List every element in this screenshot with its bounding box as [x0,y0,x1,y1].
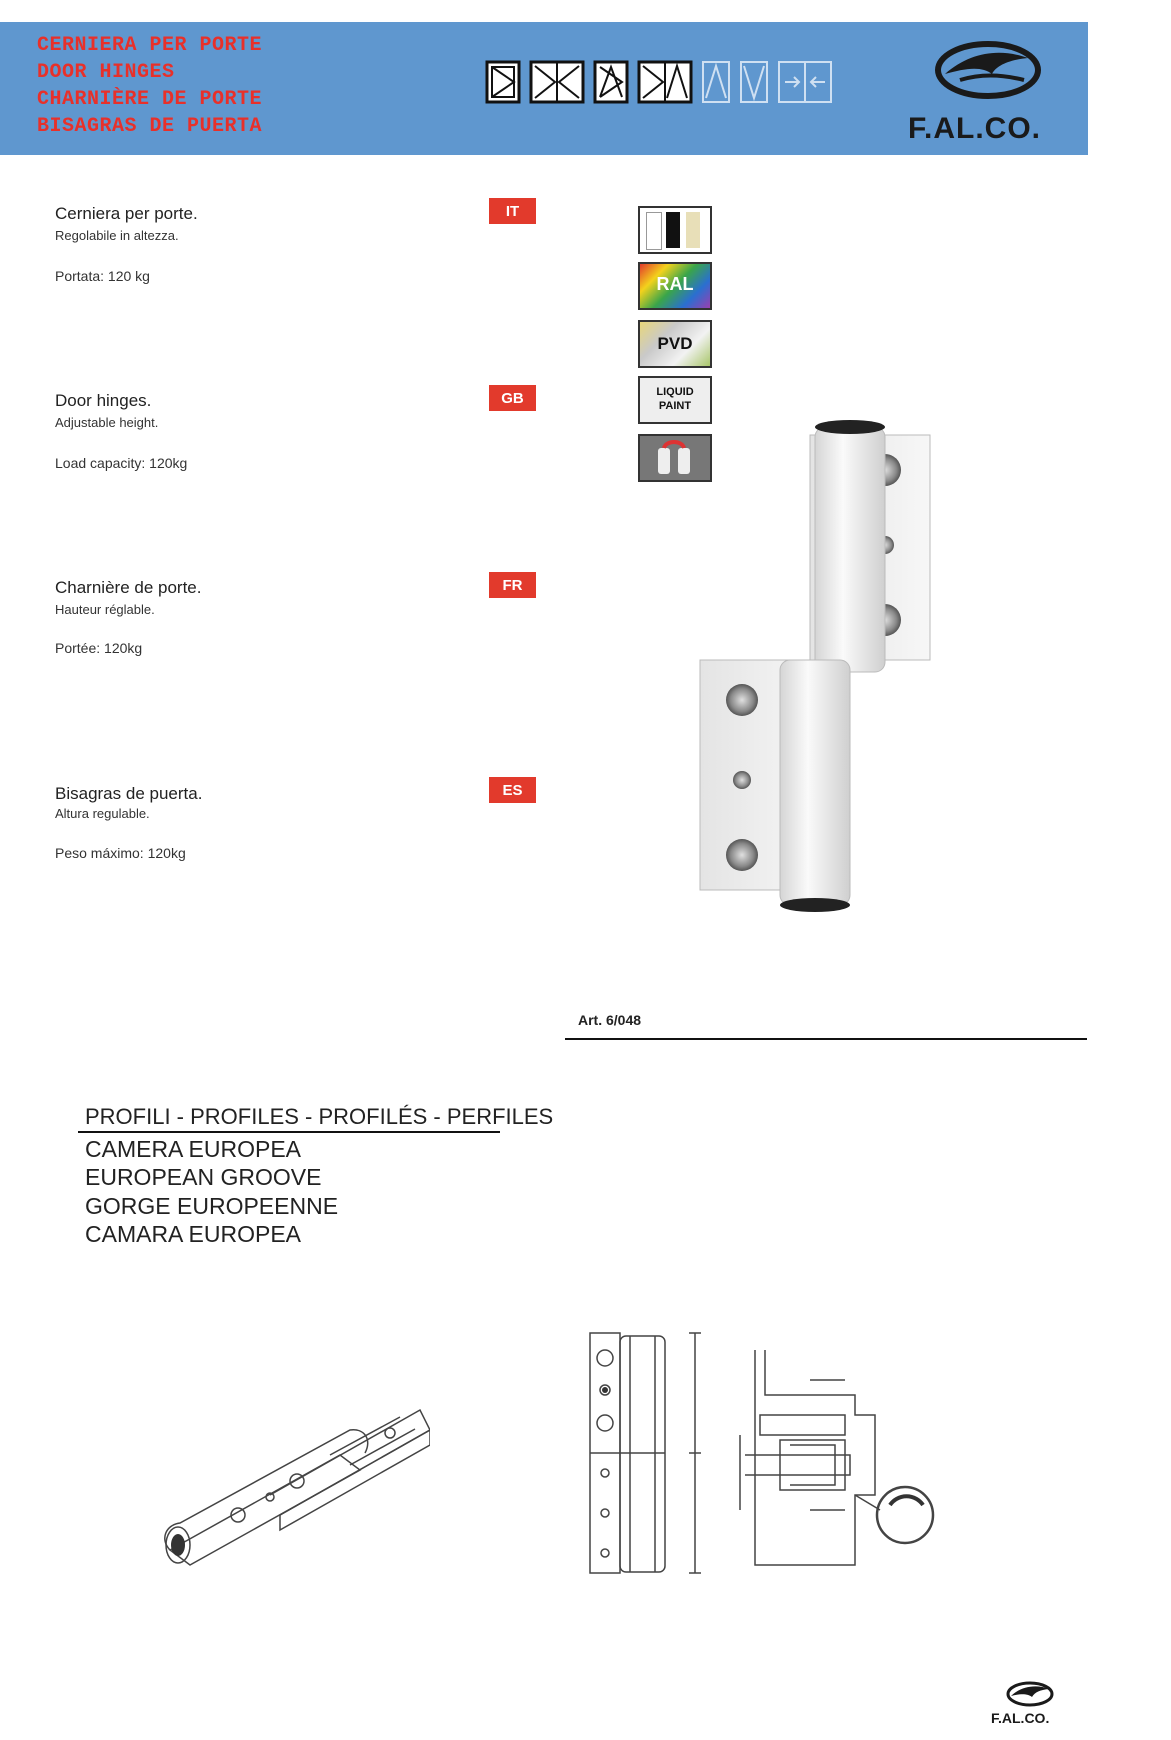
window-single-icon [485,60,521,104]
hinge-front-view-drawing [585,1328,710,1578]
header-band [0,22,1088,155]
profiles-underline [78,1131,500,1133]
footer-brand-name: F.AL.CO. [991,1710,1050,1726]
finish-liquid-label-1: LIQUID [656,386,694,398]
lang-badge-fr: FR [489,572,536,598]
lang-fr-load: Portée: 120kg [55,640,143,656]
lang-badge-gb: GB [489,385,536,411]
hinge-isometric-drawing [150,1395,430,1585]
finish-liquid-label-2: PAINT [658,400,692,412]
lang-badge-es: ES [489,777,536,803]
header-title-es: BISAGRAS DE PUERTA [37,115,263,138]
header-title-it: CERNIERA PER PORTE [37,34,263,57]
finish-colors-icon [638,206,712,254]
lang-gb-load: Load capacity: 120kg [55,455,188,471]
lang-es-load: Peso máximo: 120kg [55,845,186,861]
lang-gb-subtitle: Adjustable height. [55,415,159,430]
window-double-icon [529,60,585,104]
footer-brand-logo [985,1680,1075,1735]
lang-it-load: Portata: 120 kg [55,268,150,284]
header-title-fr: CHARNIÈRE DE PORTE [37,88,263,111]
lang-fr-title: Charnière de porte. [55,578,202,597]
groove-line-it: CAMERA EUROPEA [85,1136,301,1162]
finish-ral-label: RAL [656,274,694,294]
header-title-gb: DOOR HINGES [37,61,175,84]
lang-badge-it: IT [489,198,536,224]
falco-bird-icon [900,40,1070,110]
brand-name: F.AL.CO. [908,112,1041,145]
lang-it-subtitle: Regolabile in altezza. [55,228,179,243]
window-type-icons [485,60,833,110]
window-awning-icon [701,60,731,104]
window-hopper-icon [739,60,769,104]
window-sliding-icon [777,60,833,104]
groove-line-fr: GORGE EUROPEENNE [85,1193,339,1219]
groove-profile-section-drawing [735,1345,940,1570]
lang-it-title: Cerniera per porte. [55,204,198,223]
article-code: Art. 6/048 [578,1012,642,1028]
groove-line-gb: EUROPEAN GROOVE [85,1164,322,1190]
groove-line-es: CAMARA EUROPEA [85,1221,301,1247]
footer-falco-bird-icon [985,1680,1075,1710]
profiles-heading: PROFILI - PROFILES - PROFILÉS - PERFILES [85,1104,554,1129]
finish-pvd-label: PVD [657,334,693,353]
lang-es-subtitle: Altura regulable. [55,806,150,821]
brand-logo [900,40,1070,145]
finish-ral-icon [638,262,712,310]
lang-fr-subtitle: Hauteur réglable. [55,602,155,617]
window-tilt-turn-icon [593,60,629,104]
lang-gb-title: Door hinges. [55,391,152,410]
window-double-tilt-icon [637,60,693,104]
hinge-product-image [690,415,1010,915]
finish-pvd-icon [638,320,712,368]
lang-es-title: Bisagras de puerta. [55,784,203,803]
article-divider [565,1038,1087,1040]
